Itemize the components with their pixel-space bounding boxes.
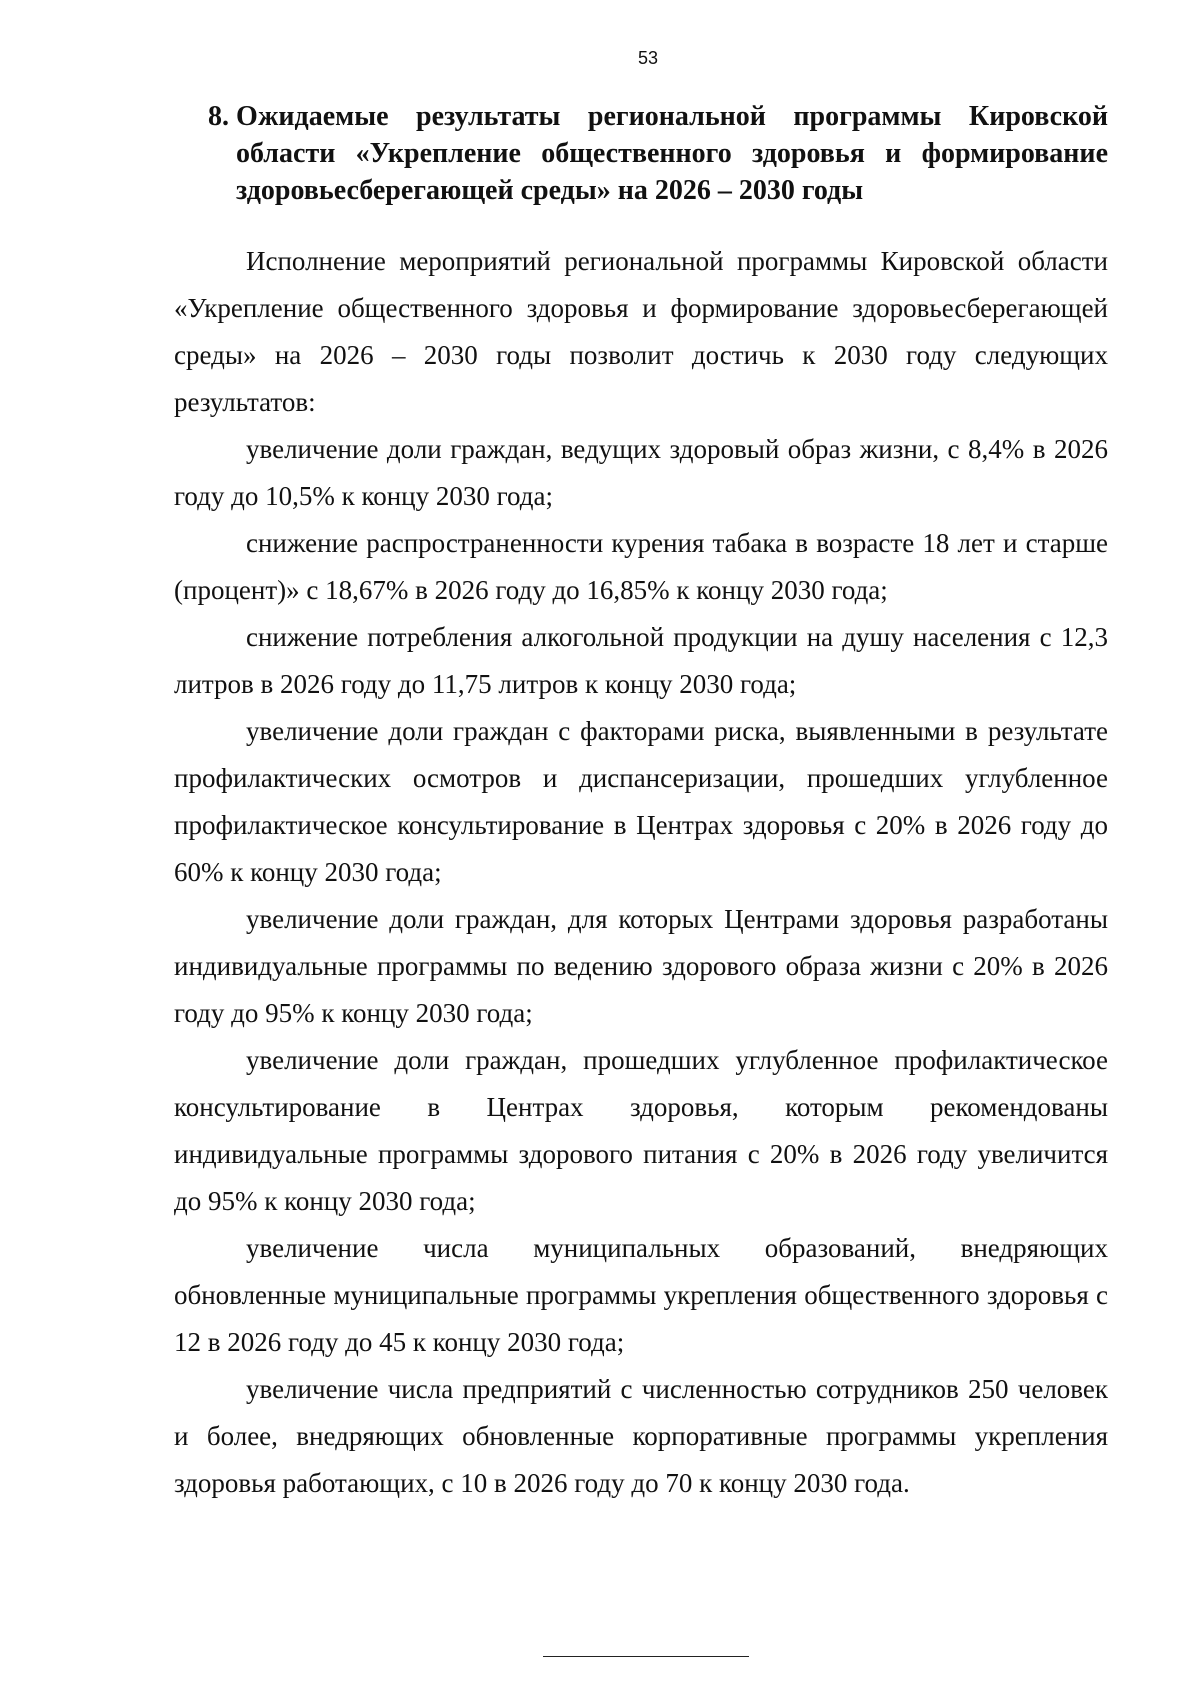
result-item-smoking: снижение распространенности курения табака в возрасте 18 лет и старше (процент)» с 18,67% в 2026 году до 16,85% к концу 2030 года; xyxy=(174,528,1108,605)
footer-divider xyxy=(543,1656,749,1657)
intro-paragraph: Исполнение мероприятий региональной программы Кировской области «Укрепление общественного здоровья и формирование здоровьесберегающей среды» на 2026 – 2030 годы позволит достичь к 2030 году следующих результатов: xyxy=(174,246,1108,417)
body-text xyxy=(174,238,1108,1507)
section-heading xyxy=(208,98,1108,209)
section-title: Ожидаемые результаты региональной программы Кировской области «Укрепление общественного здоровья и формирование здоровьесберегающей среды» на 2026 – 2030 годы xyxy=(236,101,1108,206)
result-item-healthy-lifestyle: увеличение доли граждан, ведущих здоровый образ жизни, с 8,4% в 2026 году до 10,5% к концу 2030 года; xyxy=(174,434,1108,511)
result-item-nutrition-programs: увеличение доли граждан, прошедших углубленное профилактическое консультирование в Центрах здоровья, которым рекомендованы индивидуальные программы здорового питания с 20% в 2026 году увеличится до 95% к концу 2030 года; xyxy=(174,1045,1108,1216)
result-item-alcohol: снижение потребления алкогольной продукции на душу населения с 12,3 литров в 2026 году до 11,75 литров к концу 2030 года; xyxy=(174,622,1108,699)
page-number: 53 xyxy=(637,48,659,68)
result-item-municipal-programs: увеличение числа муниципальных образований, внедряющих обновленные муниципальные программы укрепления общественного здоровья с 12 в 2026 году до 45 к концу 2030 года; xyxy=(174,1233,1108,1357)
result-item-individual-programs: увеличение доли граждан, для которых Центрами здоровья разработаны индивидуальные программы по ведению здорового образа жизни с 20% в 2026 году до 95% к концу 2030 года; xyxy=(174,904,1108,1028)
result-item-corporate-programs: увеличение числа предприятий с численностью сотрудников 250 человек и более, внедряющих обновленные корпоративные программы укрепления здоровья работающих, с 10 в 2026 году до 70 к концу 2030 года. xyxy=(174,1374,1108,1498)
section-number: 8. xyxy=(208,101,229,132)
result-item-risk-factors: увеличение доли граждан с факторами риска, выявленными в результате профилактических осмотров и диспансеризации, прошедших углубленное профилактическое консультирование в Центрах здоровья с 20% в 2026 году до 60% к концу 2030 года; xyxy=(174,716,1108,887)
